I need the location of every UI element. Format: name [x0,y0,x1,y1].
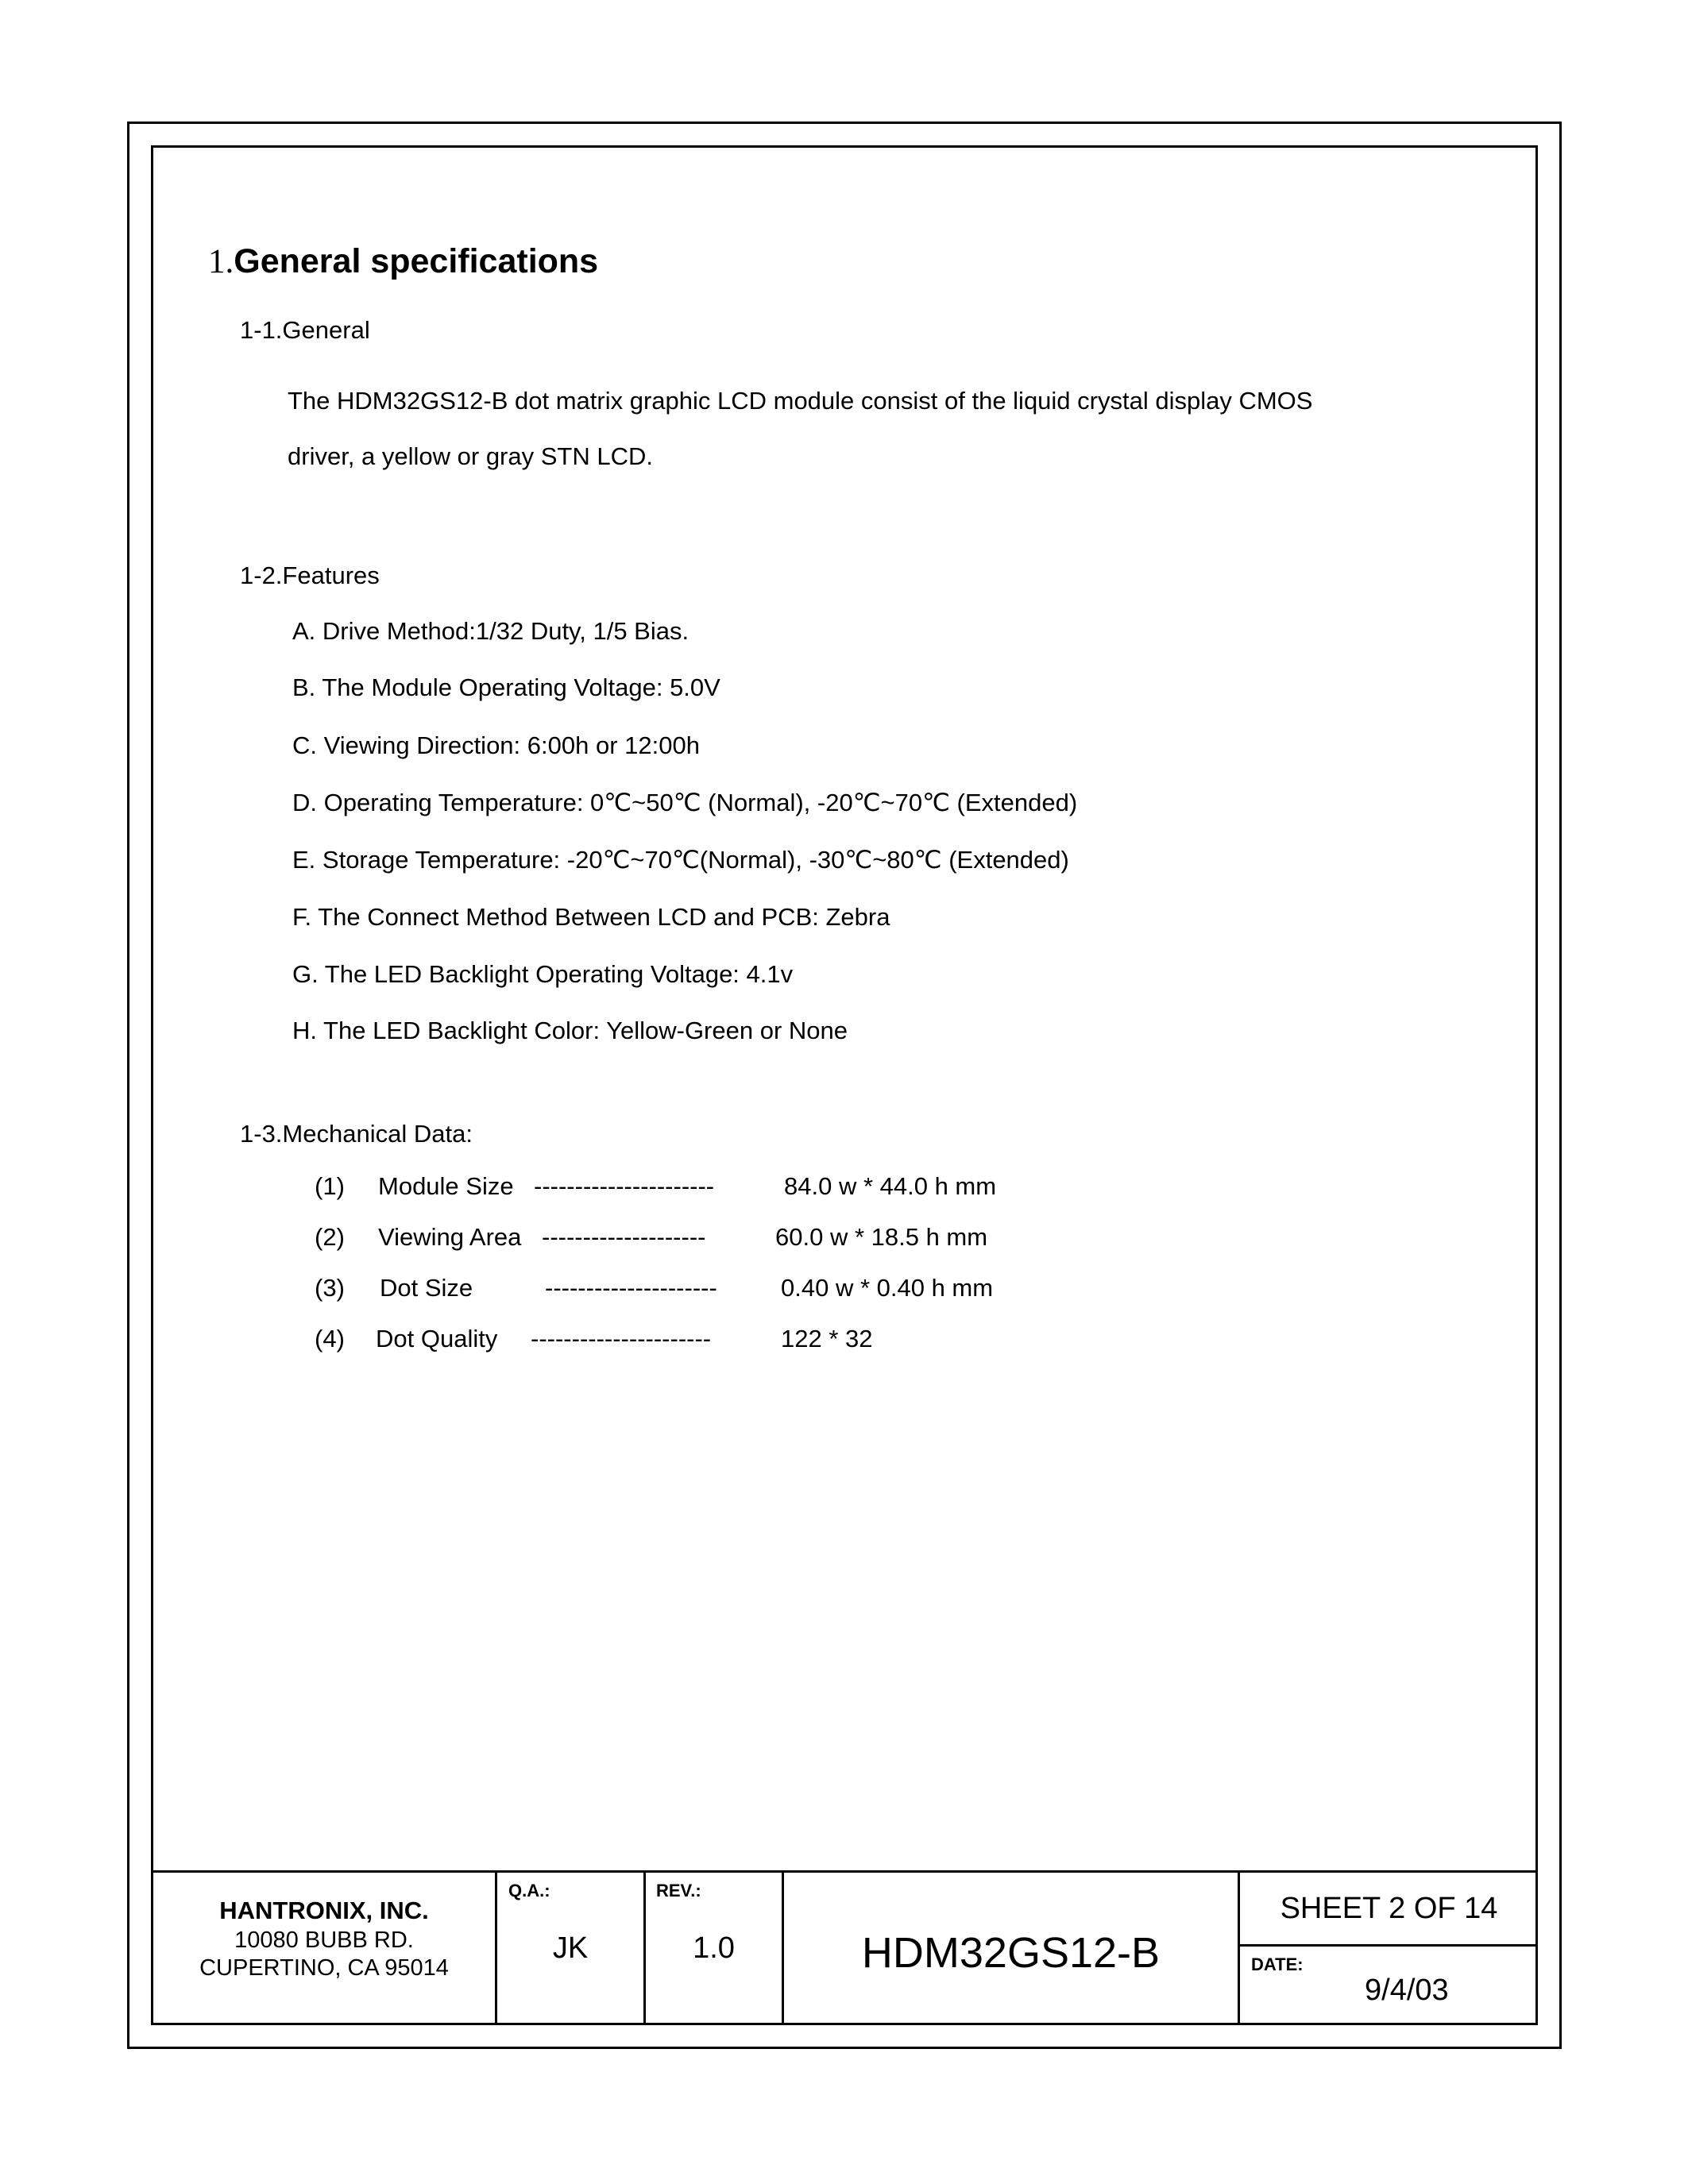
features-label: 1-2.Features [240,561,380,589]
part-number: HDM32GS12-B [861,1929,1161,1977]
sheet-number: SHEET 2 OF 14 [1280,1892,1498,1925]
mech-index: (2) [315,1223,345,1251]
general-paragraph-line2: driver, a yellow or gray STN LCD. [288,442,653,470]
mechanical-label: 1-3.Mechanical Data: [240,1120,473,1148]
rev-value: 1.0 [693,1931,735,1965]
qa-value: JK [552,1931,589,1965]
mech-name: Dot Quality [376,1325,498,1352]
date-label: DATE: [1251,1954,1304,1974]
company-address-line1: 10080 BUBB RD. [234,1927,414,1953]
feature-item: F. The Connect Method Between LCD and PCB: Zebra [292,903,890,931]
date-value: 9/4/03 [1365,1974,1449,2007]
company-address-line2: CUPERTINO, CA 95014 [199,1955,449,1981]
mech-dashes: --------------------- [545,1274,717,1302]
mech-value: 60.0 w * 18.5 h mm [775,1223,988,1251]
rev-label: REV.: [656,1881,701,1900]
mech-index: (4) [315,1325,345,1352]
title-block-divider [1238,1944,1538,1947]
feature-item: B. The Module Operating Voltage: 5.0V [292,673,720,701]
feature-item: G. The LED Backlight Operating Voltage: 4.1v [292,960,794,988]
feature-item: C. Viewing Direction: 6:00h or 12:00h [292,731,700,759]
mech-dashes: ---------------------- [534,1172,715,1200]
mech-index: (1) [315,1172,345,1200]
feature-item: D. Operating Temperature: 0℃~50℃ (Normal), -20℃~70℃ (Extended) [292,789,1078,816]
mech-name: Module Size [378,1172,514,1200]
mech-index: (3) [315,1274,345,1302]
mech-name: Dot Size [380,1274,473,1302]
page-border-inner [151,145,1538,2025]
company-name: HANTRONIX, INC. [219,1897,429,1924]
section-title: General specifications [234,242,599,280]
mech-value: 122 * 32 [781,1325,873,1352]
mech-value: 0.40 w * 0.40 h mm [781,1274,994,1302]
qa-label: Q.A.: [508,1881,550,1900]
general-label: 1-1.General [240,316,370,344]
section-number: 1. [208,243,234,280]
feature-item: H. The LED Backlight Color: Yellow-Green or None [292,1017,848,1044]
general-paragraph-line1: The HDM32GS12-B dot matrix graphic LCD module consist of the liquid crystal display CMOS [288,387,1313,415]
mech-value: 84.0 w * 44.0 h mm [784,1172,997,1200]
feature-item: A. Drive Method:1/32 Duty, 1/5 Bias. [292,617,689,645]
mech-name: Viewing Area [378,1223,522,1251]
mech-dashes: ---------------------- [531,1325,712,1352]
mech-dashes: -------------------- [542,1223,706,1251]
section-heading [208,242,598,281]
feature-item: E. Storage Temperature: -20℃~70℃(Normal), -30℃~80℃ (Extended) [292,846,1069,874]
